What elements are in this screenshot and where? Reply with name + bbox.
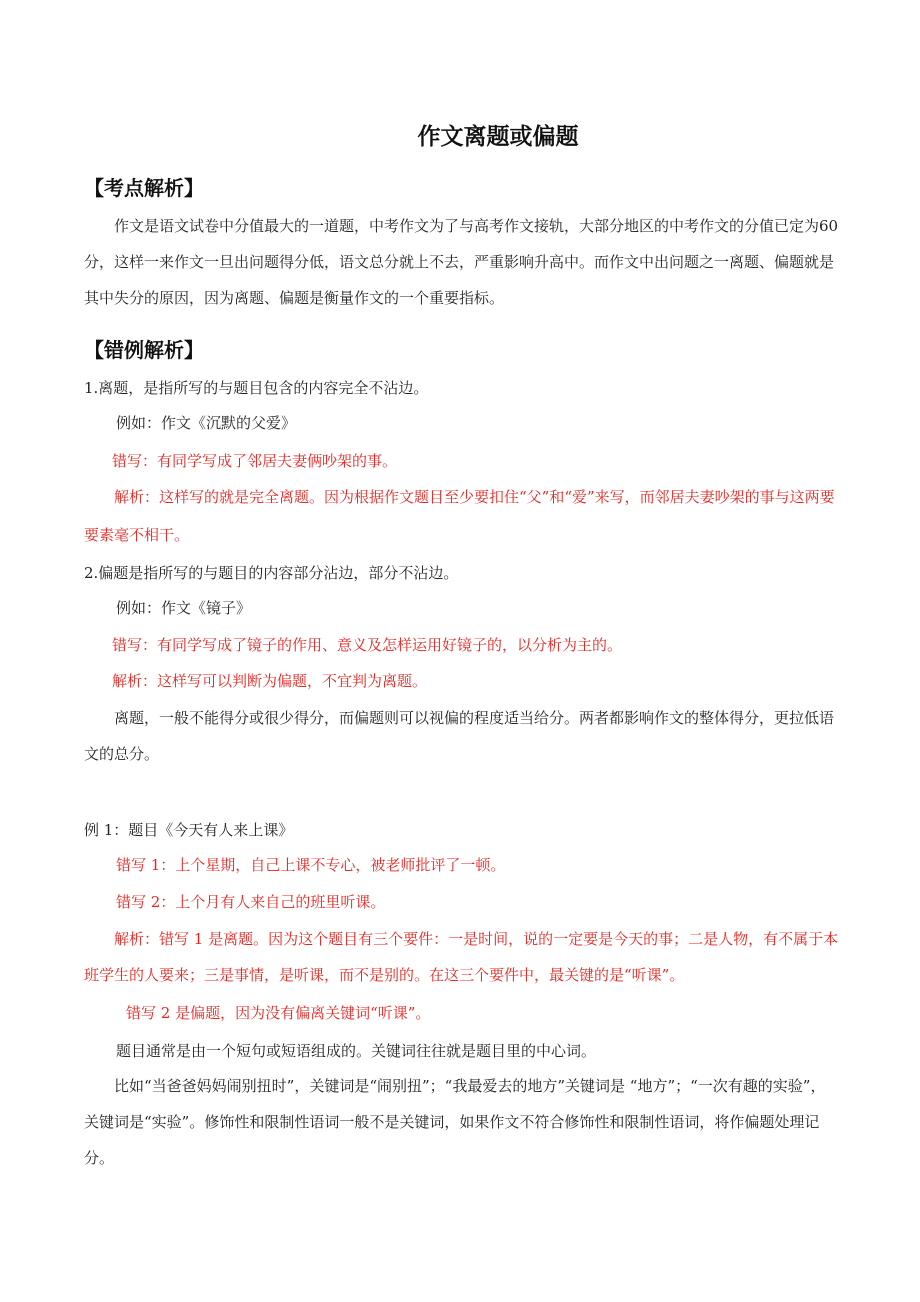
item1-example: 例如：作文《沉默的父爱》	[116, 414, 297, 432]
item2-wrong: 错写：有同学写成了镜子的作用、意义及怎样运用好镜子的，以分析为主的。	[112, 636, 623, 654]
summary-paragraph: 离题，一般不能得分或很少得分，而偏题则可以视偏的程度适当给分。两者都影响作文的整体得分，更拉低语文的总分。	[84, 709, 835, 763]
example1-topic: 例 1：题目《今天有人来上课》	[84, 821, 294, 839]
example1-analysis: 解析：错写 1 是离题。因为这个题目有三个要件：一是时间，说的一定要是今天的事；二是人物，有不属于本班学生的人要来；三是事情，是听课，而不是别的。在这三个要件中，最关键的是“听课”。	[84, 930, 839, 984]
section-heading-exam-points: 【考点解析】	[84, 176, 204, 200]
note-examples: 比如“当爸爸妈妈闹别扭时”，关键词是“闹别扭”；“我最爱去的地方”关键词是 “地方”；“一次有趣的实验”，关键词是“实验”。修饰性和限制性语词一般不是关键词，如果作文不符合修饰性和限制性语词，将作偏题处理记分。	[84, 1077, 826, 1167]
item2-example: 例如：作文《镜子》	[116, 599, 252, 617]
item2-analysis: 解析：这样写可以判断为偏题，不宜判为离题。	[112, 672, 428, 690]
item1-wrong: 错写：有同学写成了邻居夫妻俩吵架的事。	[112, 452, 398, 470]
exam-points-paragraph: 作文是语文试卷中分值最大的一道题，中考作文为了与高考作文接轨，大部分地区的中考作文的分值已定为60分，这样一来作文一旦出问题得分低，语文总分就上不去，严重影响升高中。而作文中出问题之一离题、偏题就是其中失分的原因，因为离题、偏题是衡量作文的一个重要指标。	[84, 217, 839, 307]
item2-definition: 2.偏题是指所写的与题目的内容部分沾边，部分不沾边。	[84, 564, 459, 582]
example1-wrong2: 错写 2：上个月有人来自己的班里听课。	[116, 893, 386, 911]
example1-analysis2: 错写 2 是偏题，因为没有偏离关键词“听课”。	[126, 1004, 431, 1022]
example1-wrong1: 错写 1：上个星期，自己上课不专心，被老师批评了一顿。	[116, 856, 506, 874]
section-heading-error-examples: 【错例解析】	[84, 338, 204, 362]
note-keywords: 题目通常是由一个短句或短语组成的。关键词往往就是题目里的中心词。	[116, 1042, 597, 1060]
page-title: 作文离题或偏题	[417, 124, 579, 150]
item1-analysis: 解析：这样写的就是完全离题。因为根据作文题目至少要扣住“父”和“爱”来写，而邻居夫妻吵架的事与这两要要素毫不相干。	[84, 488, 835, 544]
item1-definition: 1.离题，是指所写的与题目包含的内容完全不沾边。	[84, 379, 429, 397]
